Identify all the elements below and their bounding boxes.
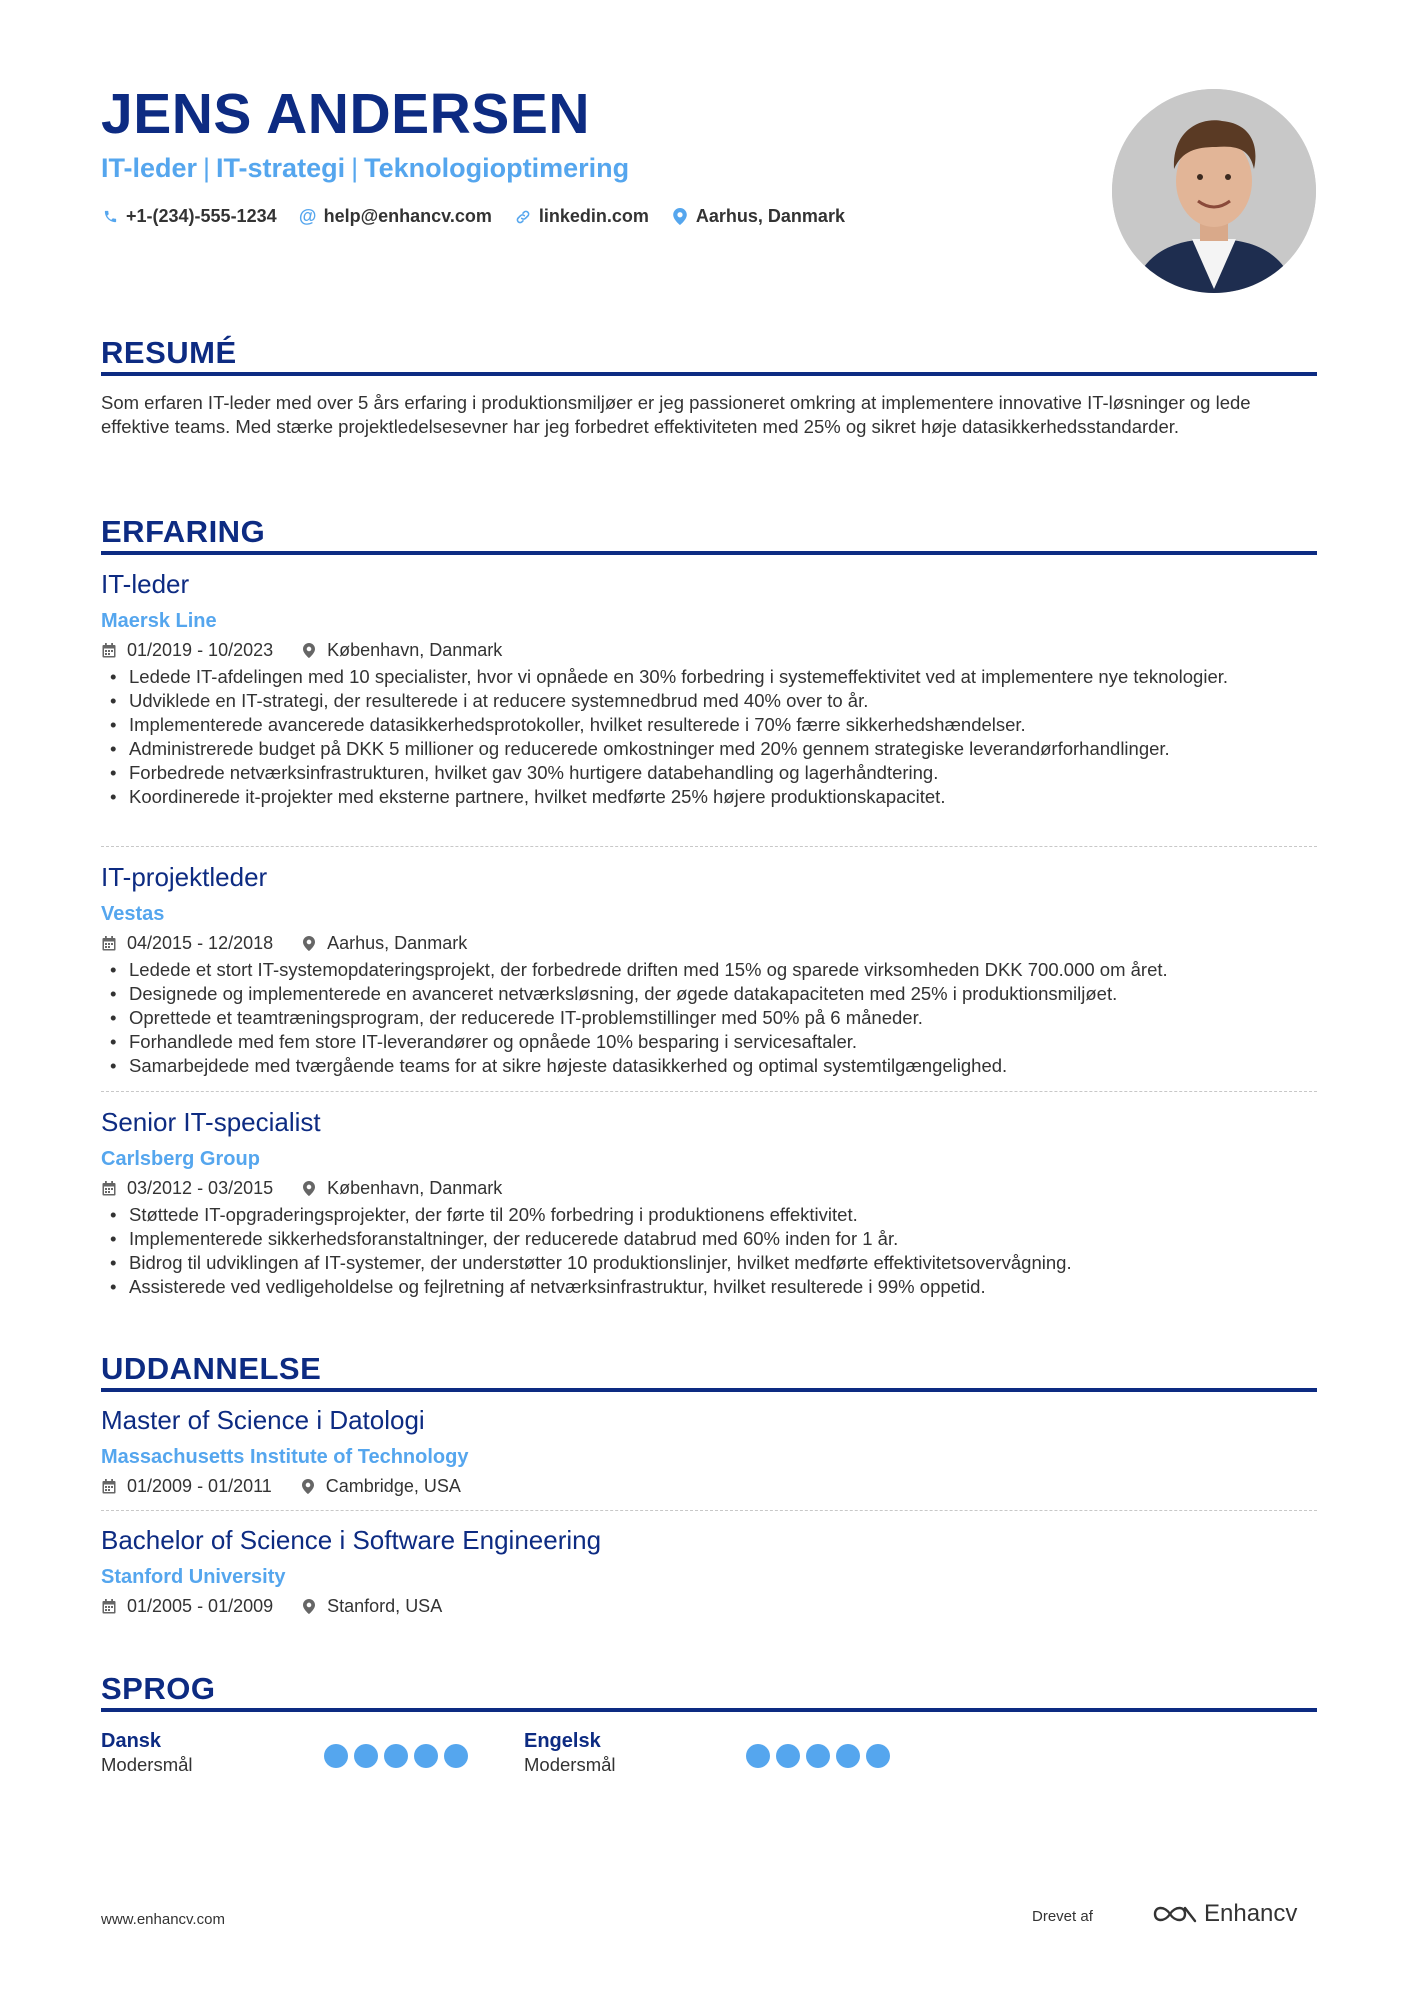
map-pin-icon xyxy=(301,1598,317,1614)
job-bullets xyxy=(101,1203,1317,1299)
rating-dot xyxy=(746,1744,770,1768)
education-meta xyxy=(101,1477,489,1495)
job-location-text: København, Danmark xyxy=(327,1178,503,1198)
language-level: Modersmål xyxy=(101,1754,193,1775)
rating-dot xyxy=(354,1744,378,1768)
job-bullets xyxy=(101,665,1317,809)
job-dates-text: 03/2012 - 03/2015 xyxy=(127,1178,274,1198)
job-meta xyxy=(101,641,530,659)
rating-dot xyxy=(384,1744,408,1768)
rating-dot xyxy=(806,1744,830,1768)
job-location-text: Aarhus, Danmark xyxy=(327,933,468,953)
contact-location xyxy=(671,206,845,227)
education-location xyxy=(301,1597,442,1615)
entry-divider xyxy=(101,846,1317,847)
contact-email[interactable] xyxy=(299,206,492,227)
footer-powered-by: Drevet af xyxy=(1032,1908,1093,1925)
list-item: • Oprettede et teamtræningsprogram, der reducerede IT-problemstillinger med 50% på 6 måneder. xyxy=(101,1006,1317,1030)
list-item: • Støttede IT-opgraderingsprojekter, der førte til 20% forbedring i produktionens effektivitet. xyxy=(101,1203,1317,1227)
list-item: • Forhandlede med fem store IT-leverandører og opnåede 10% besparing i servicesaftaler. xyxy=(101,1030,1317,1054)
profile-photo xyxy=(1112,89,1316,293)
job-title: IT-leder xyxy=(101,569,190,599)
job-dates-text: 01/2019 - 10/2023 xyxy=(127,640,274,660)
calendar-icon xyxy=(101,1598,117,1614)
education-dates xyxy=(101,1597,273,1615)
education-dates-text: 01/2005 - 01/2009 xyxy=(127,1596,274,1616)
contact-location-text: Aarhus, Danmark xyxy=(695,206,845,226)
job-bullets xyxy=(101,958,1317,1078)
calendar-icon xyxy=(101,1180,117,1196)
job-meta xyxy=(101,1179,530,1197)
section-title-experience: ERFARING xyxy=(101,514,266,549)
list-item: • Ledede IT-afdelingen med 10 specialister, hvor vi opnåede en 30% forbedring i systemeffektivitet ved at implementere nye teknologier. xyxy=(101,665,1317,689)
entry-divider xyxy=(101,1091,1317,1092)
job-title: IT-projektleder xyxy=(101,862,268,892)
section-title-education: UDDANNELSE xyxy=(101,1351,322,1386)
list-item: • Ledede et stort IT-systemopdateringsprojekt, der forbedrede driften med 15% og sparede virksomheden DKK 700.000 om året. xyxy=(101,958,1317,982)
language-name: Dansk xyxy=(101,1730,162,1752)
list-item: • Udviklede en IT-strategi, der resulterede i at reducere systemnedbrud med 40% over to år. xyxy=(101,689,1317,713)
brand-logo[interactable] xyxy=(1152,1900,1297,1928)
language-name: Engelsk xyxy=(524,1730,601,1752)
job-company: Vestas xyxy=(101,903,165,925)
list-item: • Samarbejdede med tværgående teams for at sikre højeste datasikkerhed og optimal systemtilgængelighed. xyxy=(101,1054,1317,1078)
job-location xyxy=(301,641,502,659)
job-dates xyxy=(101,934,273,952)
language-rating xyxy=(324,1744,474,1768)
education-dates xyxy=(101,1477,272,1495)
section-divider xyxy=(101,1708,1317,1712)
education-location-text: Cambridge, USA xyxy=(325,1476,461,1496)
contact-phone-text: +1-(234)-555-1234 xyxy=(126,206,277,226)
candidate-subtitle xyxy=(101,155,629,182)
section-title-summary: RESUMÉ xyxy=(101,335,237,370)
contact-linkedin-text: linkedin.com xyxy=(538,206,649,226)
list-item: • Administrerede budget på DKK 5 millioner og reducerede omkostninger med 20% gennem strategiske leverandørforhandlinger. xyxy=(101,737,1317,761)
list-item: • Implementerede sikkerhedsforanstaltninger, der reducerede databrud med 60% inden for 1 år. xyxy=(101,1227,1317,1251)
job-company: Maersk Line xyxy=(101,610,217,632)
list-item: • Designede og implementerede en avanceret netværksløsning, der øgede datakapaciteten med 25% i produktionsmiljøet. xyxy=(101,982,1317,1006)
rating-dot xyxy=(866,1744,890,1768)
contact-bar xyxy=(101,206,867,227)
enhancv-logo-icon xyxy=(1152,1901,1198,1927)
section-divider xyxy=(101,1388,1317,1392)
job-dates xyxy=(101,1179,273,1197)
rating-dot xyxy=(414,1744,438,1768)
rating-dot xyxy=(444,1744,468,1768)
list-item: • Bidrog til udviklingen af IT-systemer, der understøtter 10 produktionslinjer, hvilket medførte effektivitetsovervågning. xyxy=(101,1251,1317,1275)
education-location-text: Stanford, USA xyxy=(327,1596,443,1616)
job-location-text: København, Danmark xyxy=(327,640,503,660)
calendar-icon xyxy=(101,1478,117,1494)
job-dates-text: 04/2015 - 12/2018 xyxy=(127,933,274,953)
contact-phone[interactable] xyxy=(101,206,277,227)
candidate-name: JENS ANDERSEN xyxy=(101,82,590,146)
job-location xyxy=(301,1179,502,1197)
list-item: • Assisterede ved vedligeholdelse og fejlretning af netværksinfrastruktur, hvilket resulterede i 99% oppetid. xyxy=(101,1275,1317,1299)
map-pin-icon xyxy=(300,1478,316,1494)
map-pin-icon xyxy=(301,935,317,951)
at-icon: @ xyxy=(298,206,317,226)
subtitle-part: Teknologioptimering xyxy=(364,153,630,183)
subtitle-separator: | xyxy=(203,153,211,183)
summary-text: Som erfaren IT-leder med over 5 års erfaring i produktionsmiljøer er jeg passioneret omkring at implementere innovative IT-løsninger og lede effektive teams. Med stærke projektledelsesevner har jeg forbedret effektiviteten med 25% og sikret høje datasikkerhedsstandarder. xyxy=(101,392,1251,437)
language-level: Modersmål xyxy=(524,1754,616,1775)
education-location xyxy=(300,1477,461,1495)
list-item: • Implementerede avancerede datasikkerhedsprotokoller, hvilket resulterede i 70% færre sikkerhedshændelser. xyxy=(101,713,1317,737)
entry-divider xyxy=(101,1510,1317,1511)
rating-dot xyxy=(776,1744,800,1768)
brand-name: Enhancv xyxy=(1204,1900,1298,1927)
language-rating xyxy=(746,1744,896,1768)
education-degree: Master of Science i Datologi xyxy=(101,1405,425,1435)
job-dates xyxy=(101,641,273,659)
list-item: • Forbedrede netværksinfrastrukturen, hvilket gav 30% hurtigere databehandling og lagerhåndtering. xyxy=(101,761,1317,785)
link-icon xyxy=(514,208,532,226)
contact-linkedin[interactable] xyxy=(514,206,649,227)
calendar-icon xyxy=(101,642,117,658)
education-meta xyxy=(101,1597,470,1615)
contact-email-text: help@enhancv.com xyxy=(323,206,492,226)
rating-dot xyxy=(836,1744,860,1768)
education-dates-text: 01/2009 - 01/2011 xyxy=(127,1476,272,1496)
map-pin-icon xyxy=(301,642,317,658)
calendar-icon xyxy=(101,935,117,951)
education-school: Massachusetts Institute of Technology xyxy=(101,1446,469,1468)
rating-dot xyxy=(324,1744,348,1768)
list-item: • Koordinerede it-projekter med eksterne partnere, hvilket medførte 25% højere produktionskapacitet. xyxy=(101,785,1317,809)
phone-icon xyxy=(101,208,119,226)
map-pin-icon xyxy=(671,208,689,226)
education-degree: Bachelor of Science i Software Engineering xyxy=(101,1525,602,1555)
section-divider xyxy=(101,551,1317,555)
education-school: Stanford University xyxy=(101,1566,286,1588)
section-divider xyxy=(101,372,1317,376)
subtitle-separator: | xyxy=(351,153,359,183)
subtitle-part: IT-leder xyxy=(101,153,198,183)
job-meta xyxy=(101,934,495,952)
job-title: Senior IT-specialist xyxy=(101,1107,321,1137)
map-pin-icon xyxy=(301,1180,317,1196)
job-location xyxy=(301,934,467,952)
footer-url[interactable]: www.enhancv.com xyxy=(101,1911,225,1928)
subtitle-part: IT-strategi xyxy=(216,153,346,183)
job-company: Carlsberg Group xyxy=(101,1148,260,1170)
section-title-languages: SPROG xyxy=(101,1671,216,1706)
